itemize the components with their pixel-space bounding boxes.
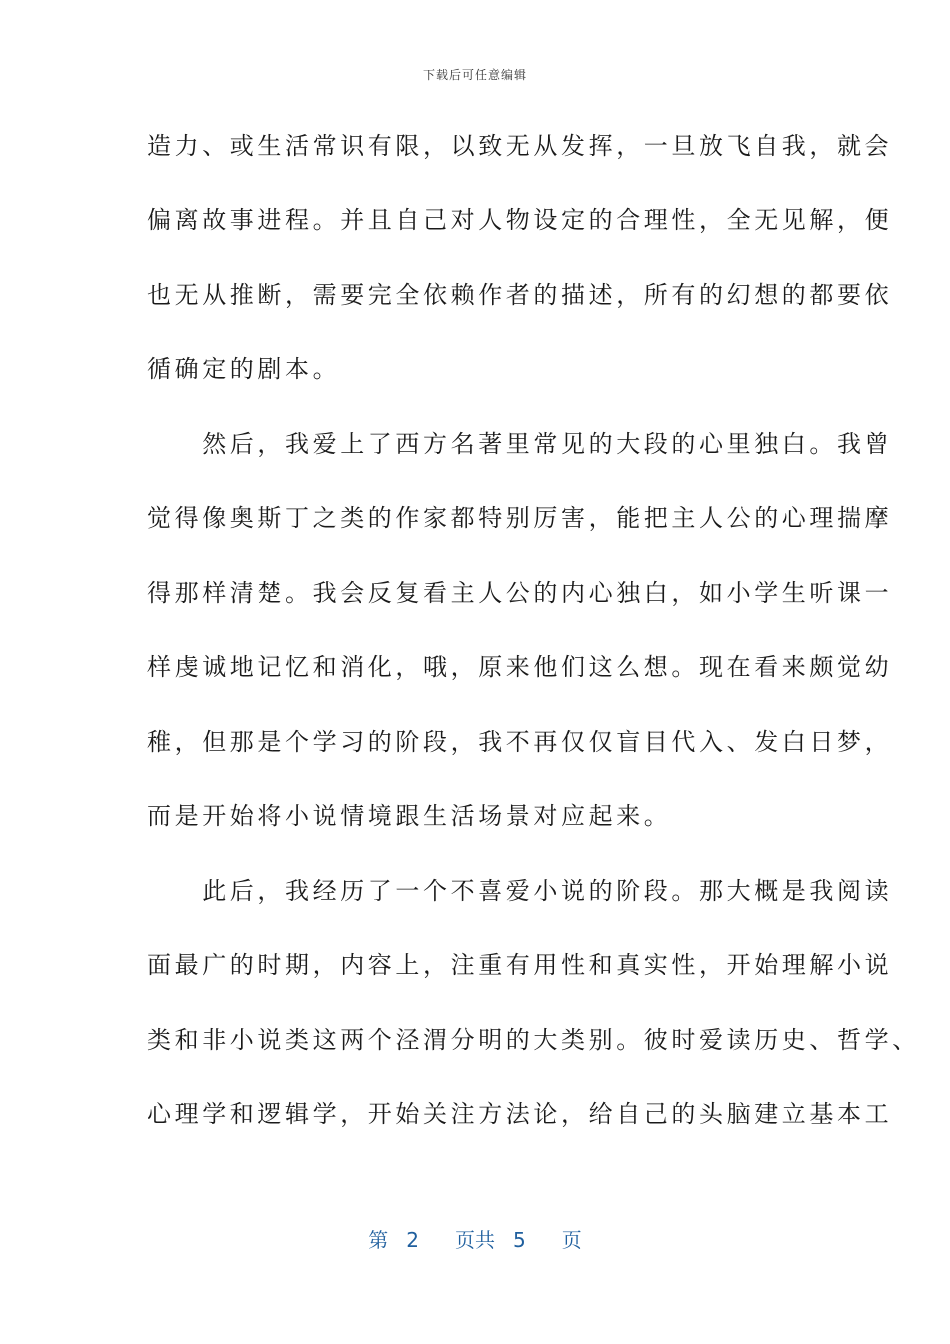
page-number-footer [0, 1224, 950, 1253]
page-label-middle: 页共 [455, 1228, 495, 1252]
body-line: 循确定的剧本。 [147, 355, 341, 383]
body-line: 而是开始将小说情境跟生活场景对应起来。 [147, 802, 672, 830]
body-line: 偏离故事进程。并且自己对人物设定的合理性，全无见解，便 [147, 206, 893, 234]
body-line: 此后，我经历了一个不喜爱小说的阶段。那大概是我阅读 [147, 877, 893, 905]
body-line: 稚，但那是个学习的阶段，我不再仅仅盲目代入、发白日梦， [147, 728, 893, 756]
body-line: 样虔诚地记忆和消化，哦，原来他们这么想。现在看来颇觉幼 [147, 653, 893, 681]
body-line: 面最广的时期，内容上，注重有用性和真实性，开始理解小说 [147, 951, 893, 979]
body-line: 心理学和逻辑学，开始关注方法论，给自己的头脑建立基本工 [147, 1100, 893, 1128]
page-header-note: 下载后可任意编辑 [422, 68, 527, 82]
body-line: 觉得像奥斯丁之类的作家都特别厉害，能把主人公的心理揣摩 [147, 504, 893, 532]
body-line: 然后，我爱上了西方名著里常见的大段的心里独白。我曾 [147, 430, 893, 458]
body-line: 类和非小说类这两个泾渭分明的大类别。彼时爱读历史、哲学、 [147, 1026, 920, 1054]
body-line: 得那样清楚。我会反复看主人公的内心独白，如小学生听课一 [147, 579, 893, 607]
body-line: 也无从推断，需要完全依赖作者的描述，所有的幻想的都要依 [147, 281, 893, 309]
body-line: 造力、或生活常识有限，以致无从发挥，一旦放飞自我，就会 [147, 132, 893, 160]
total-page-count: 5 [513, 1228, 526, 1252]
page-label-prefix: 第 [368, 1228, 389, 1252]
current-page-number: 2 [406, 1228, 419, 1252]
page-label-suffix: 页 [561, 1228, 582, 1252]
